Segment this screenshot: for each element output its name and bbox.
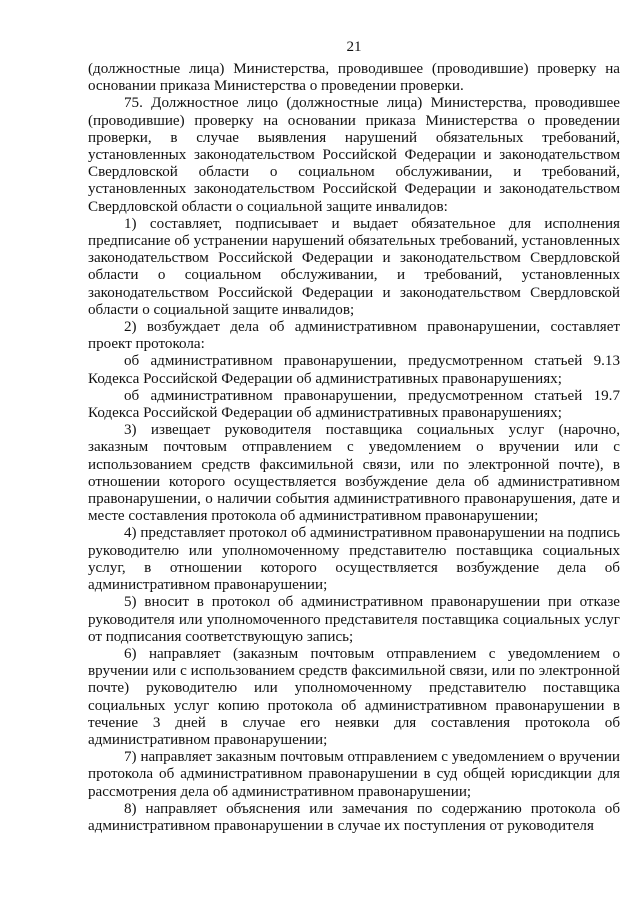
list-item-3: 3) извещает руководителя поставщика социальных услуг (нарочно, заказным почтовым отправлением с уведомлением о вручении или с использованием средств факсимильной связи, или по электронной почте), в отношении которого осуществляется возбуждение дела об административном правонарушении, о наличии события административного правонарушения, дате и месте составления протокола об административном правонарушении; [88, 422, 620, 525]
list-item-2: 2) возбуждает дела об административном правонарушении, составляет проект протокола: [88, 319, 620, 353]
list-item-8: 8) направляет объяснения или замечания по содержанию протокола об административном правонарушении в случае их поступления от руководителя [88, 800, 620, 834]
list-item-5: 5) вносит в протокол об административном правонарушении при отказе руководителя или уполномоченного представителя поставщика социальных услуг от подписания соответствующую запись; [88, 594, 620, 645]
list-item-6: 6) направляет (заказным почтовым отправлением с уведомлением о вручении или с использованием средств факсимильной связи, или по электронной почте) руководителю или уполномоченному представителю поставщика социальных услуг копию протокола об административном правонарушении в течение 3 дней в случае его неявки для составления протокола об административном правонарушении; [88, 645, 620, 748]
document-body [88, 61, 620, 835]
page-number: 21 [346, 39, 362, 55]
list-item-4: 4) представляет протокол об административном правонарушении на подпись руководителю или уполномоченному представителю поставщика социальных услуг, в отношении которого осуществляется возбуждение дела об административном правонарушении; [88, 525, 620, 594]
paragraph-75: 75. Должностное лицо (должностные лица) Министерства, проводившее (проводившие) проверку на основании приказа Министерства о проведении проверки, в случае выявления нарушений обязательных требований, установленных законодательством Российской Федерации и законодательством Свердловской области о социальном обслуживании, и требований, установленных законодательством Российской Федерации и законодательством Свердловской области о социальной защите инвалидов: [88, 95, 620, 215]
list-item-1: 1) составляет, подписывает и выдает обязательное для исполнения предписание об устранении нарушений обязательных требований, установленных законодательством Российской Федерации и законодательством Свердловской области о социальном обслуживании, и требований, установленных законодательством Российской Федерации и законодательством Свердловской области о социальной защите инвалидов; [88, 215, 620, 318]
list-item-7: 7) направляет заказным почтовым отправлением с уведомлением о вручении протокола об административном правонарушении в суд общей юрисдикции для рассмотрения дела об административном правонарушении; [88, 749, 620, 800]
paragraph-continuation: (должностные лица) Министерства, проводившее (проводившие) проверку на основании приказа Министерства о проведении проверки. [88, 61, 620, 95]
list-item-2-sub-2: об административном правонарушении, предусмотренном статьей 19.7 Кодекса Российской Федерации об административных правонарушениях; [88, 387, 620, 422]
list-item-2-sub-1: об административном правонарушении, предусмотренном статьей 9.13 Кодекса Российской Федерации об административных правонарушениях; [88, 353, 620, 387]
